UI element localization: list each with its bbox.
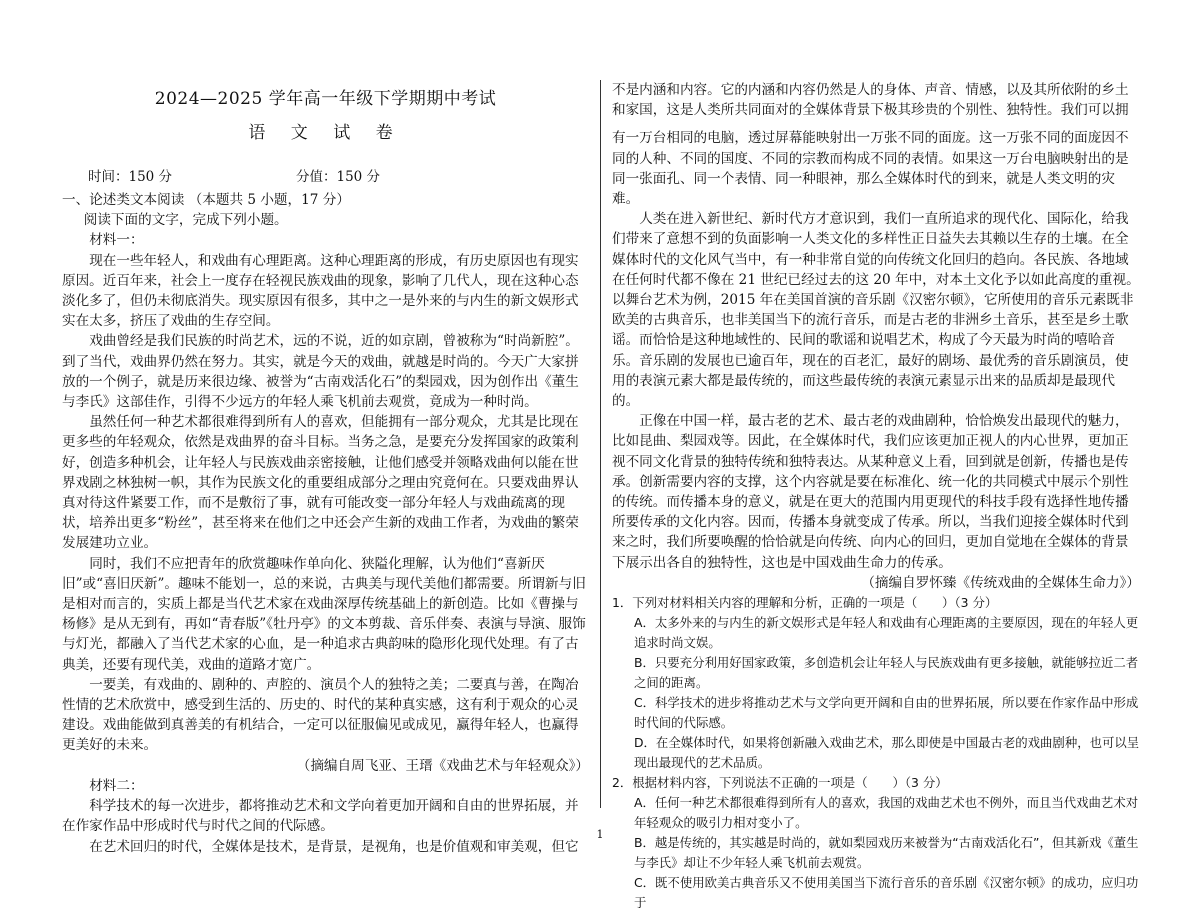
question-2-option-a[interactable]: A．任何一种艺术都很难得到所有人的喜欢，我国的戏曲艺术也不例外，而且当代戏曲艺术对年轻观众的吸引力相对变小了。 xyxy=(634,795,1139,831)
question-2-option-c[interactable]: C．既不使用欧美古典音乐又不使用美国当下流行音乐的音乐剧《汉密尔顿》的成功，应归功于 xyxy=(634,875,1139,911)
material-one-paragraph-4: 同时，我们不应把青年的欣赏趣味作单向化、狭隘化理解，认为他们“喜新厌旧”或“喜旧厌新”。趣味不能划一，总的来说，古典美与现代美他们都需要。所谓新与旧是相对而言的，实质上都是当代艺术家在戏曲深厚传统基础上的新创造。比如《曹操与杨修》是从无到有，再如“青春版”《牡丹亭》的文本剪裁、音乐伴奏、表演与导演、服饰与灯光，都融入了当代艺术家的心血，是一种追求古典韵味的隐形化现代处理。有了古典美，还要有现代美，戏曲的道路才宽广。 xyxy=(62,555,586,673)
exam-title: 2024—2025 学年高一年级下学期期中考试 xyxy=(154,89,497,109)
material-one-paragraph-5: 一要美，有戏曲的、剧种的、声腔的、演员个人的独特之美；二要真与善，在陶冶性情的艺术欣赏中，感受到生活的、历史的、时代的某种真实感，这有利于观众的心灵建设。戏曲能做到真善美的有机结合，一定可以征服偏见或成见，赢得年轻人，也赢得更美好的未来。 xyxy=(62,676,579,754)
question-1-option-c[interactable]: C．科学技术的进步将推动艺术与文学向更开阔和自由的世界拓展，所以要在作家作品中形成时代间的代际感。 xyxy=(634,695,1139,731)
material-two-label: 材料二： xyxy=(89,777,144,794)
material-two-source: （摘编自罗怀臻《传统戏曲的全媒体生命力》） xyxy=(861,574,1140,591)
left-column xyxy=(62,190,589,857)
material-two-paragraph-2: 在艺术回归的时代，全媒体是技术，是背景，是视角，也是价值观和审美观，但它 xyxy=(89,838,579,855)
question-1-option-b[interactable]: B．只要充分利用好国家政策，多创造机会让年轻人与民族戏曲有更多接触，就能够拉近二者之间的距离。 xyxy=(634,655,1139,691)
material-one-source: （摘编自周飞亚、王瑨《戏曲艺术与年轻观众》） xyxy=(296,757,589,774)
right-column xyxy=(612,80,1140,913)
question-2 xyxy=(612,773,1140,913)
material-two-paragraph-3: 不是内涵和内容。它的内涵和内容仍然是人的身体、声音、情感，以及其所依附的乡土和家国，这是人类所共同面对的全媒体背景下极其珍贵的个别性、独特性。我们可以拥 xyxy=(612,82,1129,119)
material-one-paragraph-1: 现在一些年轻人，和戏曲有心理距离。这种心理距离的形成，有历史原因也有现实原因。近百年来，社会上一度存在轻视民族戏曲的现象，影响了几代人，现在这种心态淡化多了，但仍未彻底消失。现实原因有很多，其中之一是外来的与内生的新文娱形式实在太多，挤压了戏曲的生存空间。 xyxy=(62,252,579,330)
material-two-paragraph-1: 科学技术的每一次进步，都将推动艺术和文学向着更加开阔和自由的世界拓展，并在作家作品中形成时代与时代之间的代际感。 xyxy=(62,798,579,835)
section-heading: 一、论述类文本阅读 （本题共 5 小题，17 分） xyxy=(62,192,350,208)
material-one-paragraph-3: 虽然任何一种艺术都很难得到所有人的喜欢，但能拥有一部分观众，尤其是比现在更多些的年轻观众，依然是戏曲界的奋斗目标。当务之急，是要充分发挥国家的政策利好，创造多种机会，让年轻人与民族戏曲亲密接触，让他们感受并领略戏曲何以能在世界戏剧之林独树一帜，其作为民族文化的重要组成部分之理由究竟何在。只要戏曲界认真对待这件紧要工作，而不是敷衍了事，就有可能改变一部分年轻人与戏曲疏离的现状，培养出更多“粉丝”，甚至将来在他们之中还会产生新的戏曲工作者，为戏曲的繁荣发展建功立业。 xyxy=(62,414,579,552)
question-1-option-a[interactable]: A．太多外来的与内生的新文娱形式是年轻人和戏曲有心理距离的主要原因，现在的年轻人更追求时尚文娱。 xyxy=(634,615,1139,651)
reading-instruction: 阅读下面的文字，完成下列小题。 xyxy=(83,212,288,229)
question-1-stem: 1．下列对材料相关内容的理解和分析，正确的一项是（ ）（3 分） xyxy=(612,595,998,611)
material-two-paragraph-4: 有一万台相同的电脑，透过屏幕能映射出一万张不同的面庞。这一万张不同的面庞因不同的人种、不同的国度、不同的宗教而构成不同的表情。如果这一万台电脑映射出的是同一张面孔、同一个表情、同一种眼神，那么全媒体时代的到来，就是人类文明的灾难。 xyxy=(612,130,1129,208)
material-one-label: 材料一： xyxy=(89,232,144,249)
page-number: 1 xyxy=(596,828,604,841)
question-1-option-d[interactable]: D．在全媒体时代，如果将创新融入戏曲艺术，那么即使是中国最古老的戏曲剧种，也可以呈现出最现代的艺术品质。 xyxy=(634,735,1140,771)
material-two-paragraph-6: 正像在中国一样，最古老的艺术、最古老的戏曲剧种，恰恰焕发出最现代的魅力，比如昆曲、梨园戏等。因此，在全媒体时代，我们应该更加正视人的内心世界，更加正视不同文化背景的独特传统和独特表达。从某种意义上看，回到就是创新，传播也是传承。创新需要内容的支撑，这个内容就是要在标准化、统一化的共同模式中展示个别性的传统。而传播本身的意义，就是在更大的范围内用更现代的科技手段有选择性地传播所要传承的文化内容。因而，传播本身就变成了传承。所以，当我们迎接全媒体时代到来之时，我们所要唤醒的恰恰就是向传统、向内心的回归，更加自觉地在全媒体的背景下展示出各自的独特性，这也是中国戏曲生命力的传承。 xyxy=(612,413,1129,571)
paper-title: 语 文 试 卷 xyxy=(248,123,403,143)
material-two-paragraph-5: 人类在进入新世纪、新时代方才意识到，我们一直所追求的现代化、国际化，给我们带来了意想不到的负面影响一人类文化的多样性正日益失去其赖以生存的土壤。在全媒体时代的文化风气当中，有一种非常自觉的向传统文化回归的趋向。各民族、各地域在任何时代都不像在 21 世纪已经过去的这 20 年中，对本土文化予以如此高度的重视。以舞台艺术为例，2015 年在美国首演的音乐剧《汉密尔顿》，它所使用的音乐元素既非欧美的古典音乐，也非美国当下的流行音乐，而是古老的非洲乡土音乐，甚至是乡土歌谣。而恰恰是这种地域性的、民间的歌谣和说唱艺术，构成了今天最为时尚的嘻哈音乐。音乐剧的发展也已逾百年，现在的百老汇，最好的剧场、最优秀的音乐剧演员，使用的表演元素大都是最传统的，而这些最传统的表演元素显示出来的品质却是最现代的。 xyxy=(612,211,1140,410)
exam-score: 分值：150 分 xyxy=(296,169,381,185)
exam-time: 时间：150 分 xyxy=(88,169,173,185)
question-2-stem: 2．根据材料内容，下列说法不正确的一项是（ ）（3 分） xyxy=(612,775,948,791)
question-1 xyxy=(612,593,1140,773)
material-one-paragraph-2: 戏曲曾经是我们民族的时尚艺术，远的不说，近的如京剧，曾被称为“时尚新腔”。到了当代，戏曲界仍然在努力。其实，就是今天的戏曲，就越是时尚的。今天广大家拼放的一个例子，就是历来很边缘、被誉为“古南戏活化石”的梨园戏，因为创作出《董生与李氏》这部佳作，引得不少远方的年轻人乘飞机前去观赏，竟成为一种时尚。 xyxy=(62,333,579,411)
column-divider xyxy=(600,80,601,808)
question-2-option-b[interactable]: B．越是传统的，其实越是时尚的，就如梨园戏历来被誉为“古南戏活化石”，但其新戏《董生与李氏》却让不少年轻人乘飞机前去观赏。 xyxy=(634,835,1139,871)
